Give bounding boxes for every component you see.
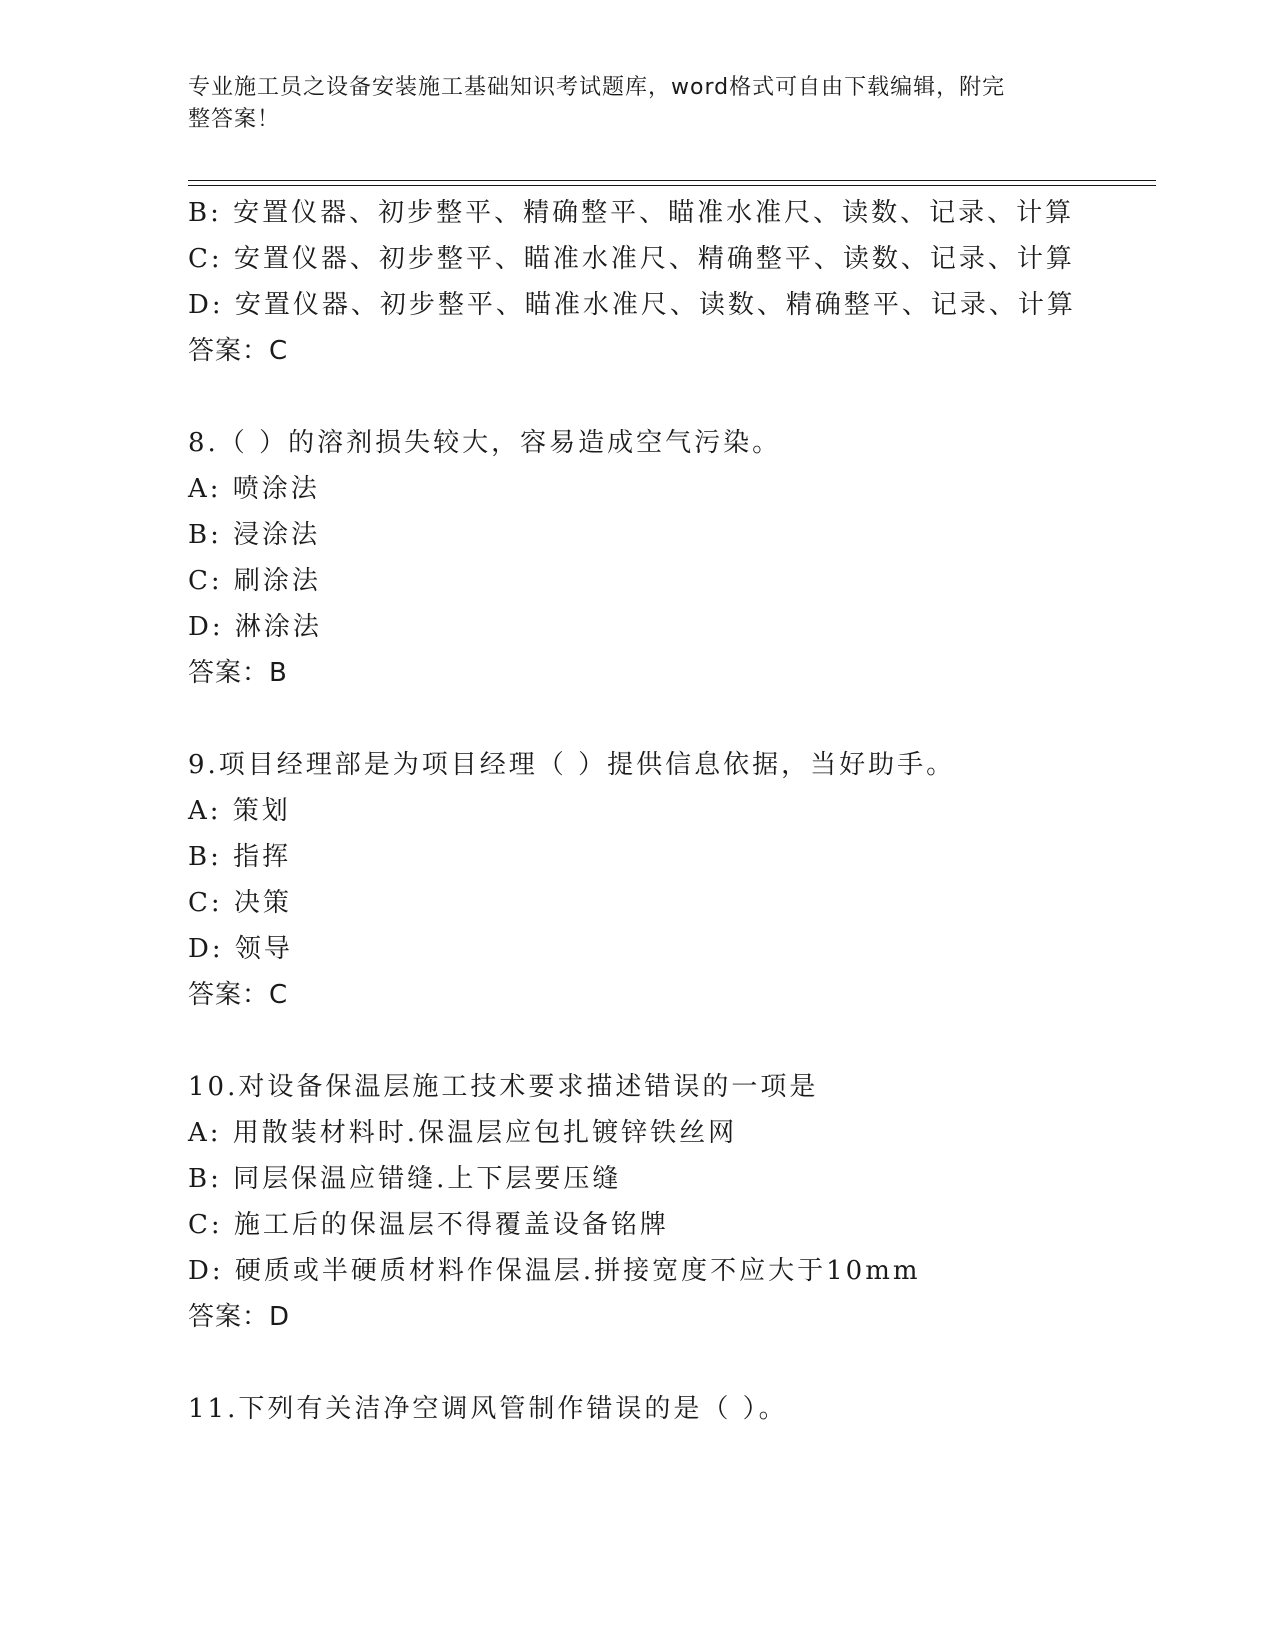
- answer: 答案：C: [188, 336, 289, 366]
- question-11: [188, 1386, 1156, 1432]
- option-a: A: 用散装材料时.保温层应包扎镀锌铁丝网: [188, 1118, 738, 1148]
- spacer: [188, 1340, 1156, 1386]
- header-line-1: 专业施工员之设备安装施工基础知识考试题库，word格式可自由下载编辑，附完: [188, 75, 1006, 100]
- document-header: [188, 72, 1068, 136]
- question-8: [188, 420, 1156, 696]
- header-divider-top: [188, 180, 1156, 181]
- question-10: [188, 1064, 1156, 1340]
- spacer: [188, 1018, 1156, 1064]
- header-divider-bottom: [188, 185, 1156, 186]
- question-7: [188, 190, 1156, 374]
- option-a: A: 喷涂法: [188, 474, 320, 504]
- question-text: 8.（ ）的溶剂损失较大，容易造成空气污染。: [188, 428, 782, 458]
- answer: 答案：B: [188, 658, 288, 688]
- option-c: C: 决策: [188, 888, 292, 918]
- question-text: 10.对设备保温层施工技术要求描述错误的一项是: [188, 1072, 819, 1102]
- spacer: [188, 696, 1156, 742]
- option-c: C: 安置仪器、初步整平、瞄准水准尺、精确整平、读数、记录、计算: [188, 244, 1075, 274]
- option-a: A: 策划: [188, 796, 291, 826]
- option-b: B: 同层保温应错缝.上下层要压缝: [188, 1164, 622, 1194]
- answer: 答案：D: [188, 1302, 291, 1332]
- spacer: [188, 374, 1156, 420]
- option-c: C: 刷涂法: [188, 566, 321, 596]
- question-9: [188, 742, 1156, 1018]
- header-line-2: 整答案！: [188, 107, 281, 132]
- question-text: 11.下列有关洁净空调风管制作错误的是（ ）。: [188, 1394, 788, 1424]
- option-d: D: 安置仪器、初步整平、瞄准水准尺、读数、精确整平、记录、计算: [188, 290, 1076, 320]
- option-d: D: 硬质或半硬质材料作保温层.拼接宽度不应大于10mm: [188, 1256, 921, 1286]
- option-b: B: 指挥: [188, 842, 292, 872]
- answer: 答案：C: [188, 980, 289, 1010]
- option-d: D: 淋涂法: [188, 612, 322, 642]
- question-list: [188, 190, 1156, 1432]
- option-c: C: 施工后的保温层不得覆盖设备铭牌: [188, 1210, 669, 1240]
- question-text: 9.项目经理部是为项目经理（ ）提供信息依据，当好助手。: [188, 750, 956, 780]
- option-d: D: 领导: [188, 934, 293, 964]
- option-b: B: 浸涂法: [188, 520, 321, 550]
- option-b: B: 安置仪器、初步整平、精确整平、瞄准水准尺、读数、记录、计算: [188, 198, 1075, 228]
